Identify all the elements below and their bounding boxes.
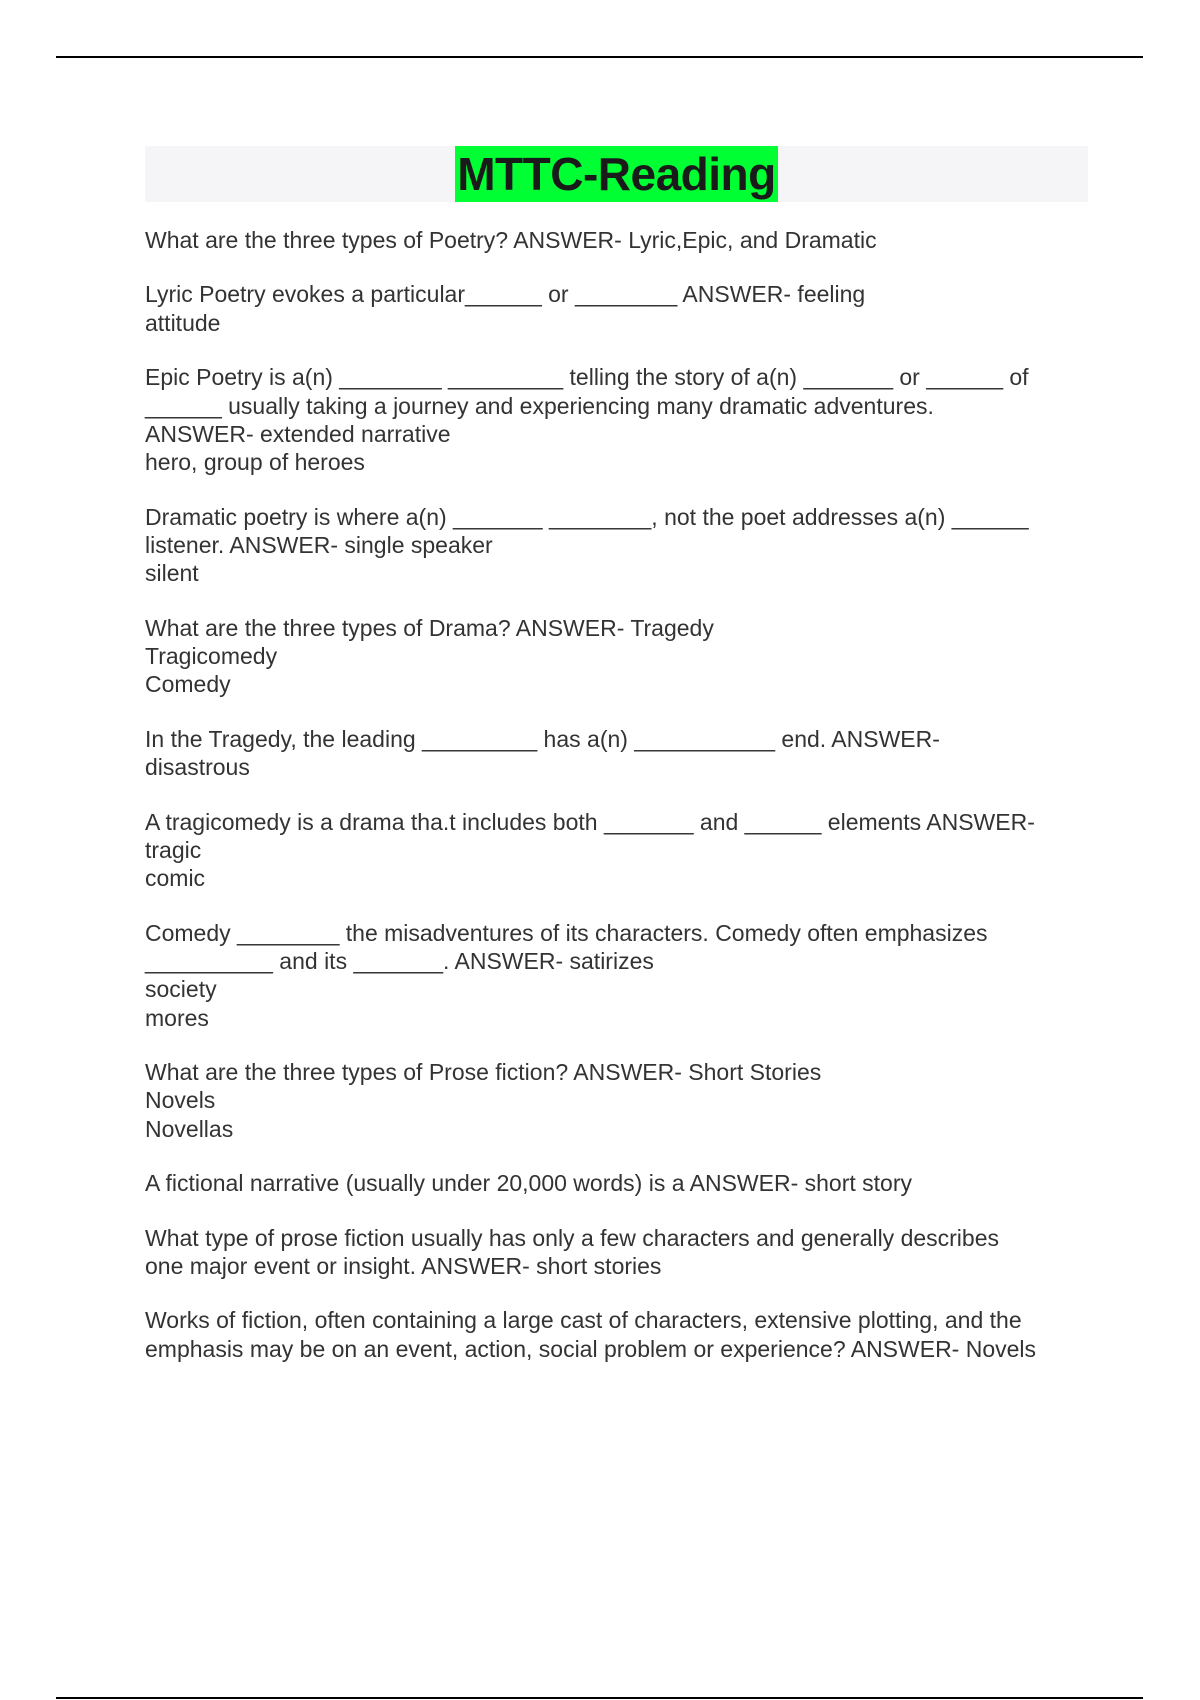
qa-line: ANSWER- extended narrative (145, 420, 451, 447)
qa-line: ______ usually taking a journey and experiencing many dramatic adventures. (145, 392, 934, 419)
qa-line: Comedy (145, 671, 231, 698)
qa-line: What are the three types of Prose fiction? ANSWER- Short Stories (145, 1059, 822, 1086)
qa-item (145, 1306, 1090, 1363)
qa-line: disastrous (145, 754, 250, 781)
page-title: MTTC-Reading (457, 148, 776, 200)
qa-item (145, 1058, 1090, 1143)
qa-line: Comedy ________ the misadventures of its characters. Comedy often emphasizes (145, 919, 988, 946)
qa-line: Dramatic poetry is where a(n) _______ ________, not the poet addresses a(n) ______ (145, 503, 1029, 530)
qa-item (145, 725, 1090, 782)
qa-line: attitude (145, 309, 221, 336)
qa-line: A fictional narrative (usually under 20,000 words) is a ANSWER- short story (145, 1170, 912, 1197)
qa-item (145, 1224, 1090, 1281)
qa-line: emphasis may be on an event, action, social problem or experience? ANSWER- Novels (145, 1335, 1037, 1362)
qa-line: comic (145, 865, 206, 892)
qa-item (145, 503, 1090, 588)
qa-line: silent (145, 560, 199, 587)
qa-line: __________ and its _______. ANSWER- satirizes (145, 947, 654, 974)
qa-line: one major event or insight. ANSWER- short stories (145, 1252, 662, 1279)
qa-line: mores (145, 1004, 209, 1031)
qa-item (145, 1169, 1090, 1197)
qa-line: Epic Poetry is a(n) ________ _________ telling the story of a(n) _______ or ______ of (145, 364, 1029, 391)
qa-line: What are the three types of Poetry? ANSWER- Lyric,Epic, and Dramatic (145, 227, 877, 253)
top-rule (56, 56, 1143, 58)
qa-line: listener. ANSWER- single speaker (145, 531, 493, 558)
qa-item (145, 614, 1090, 699)
qa-line: A tragicomedy is a drama tha.t includes both _______ and ______ elements ANSWER- (145, 808, 1035, 835)
qa-line: Tragicomedy (145, 643, 278, 670)
qa-item (145, 363, 1090, 476)
qa-line: What type of prose fiction usually has only a few characters and generally describes (145, 1224, 999, 1251)
qa-line: hero, group of heroes (145, 449, 365, 476)
title-band (145, 146, 1088, 202)
qa-line: Novels (145, 1087, 216, 1114)
qa-item (145, 280, 1090, 337)
qa-line: Novellas (145, 1115, 234, 1142)
qa-line: tragic (145, 836, 202, 863)
qa-line: In the Tragedy, the leading _________ has a(n) ___________ end. ANSWER- (145, 725, 940, 752)
qa-line: Lyric Poetry evokes a particular______ or ________ ANSWER- feeling (145, 281, 866, 308)
qa-line: Works of fiction, often containing a large cast of characters, extensive plotting, and the (145, 1307, 1022, 1334)
bottom-rule (56, 1697, 1143, 1699)
qa-item (145, 226, 1090, 254)
qa-line: What are the three types of Drama? ANSWER- Tragedy (145, 614, 714, 641)
qa-item (145, 919, 1090, 1032)
qa-line: society (145, 976, 217, 1003)
qa-item (145, 808, 1090, 893)
qa-list (145, 226, 1090, 1389)
